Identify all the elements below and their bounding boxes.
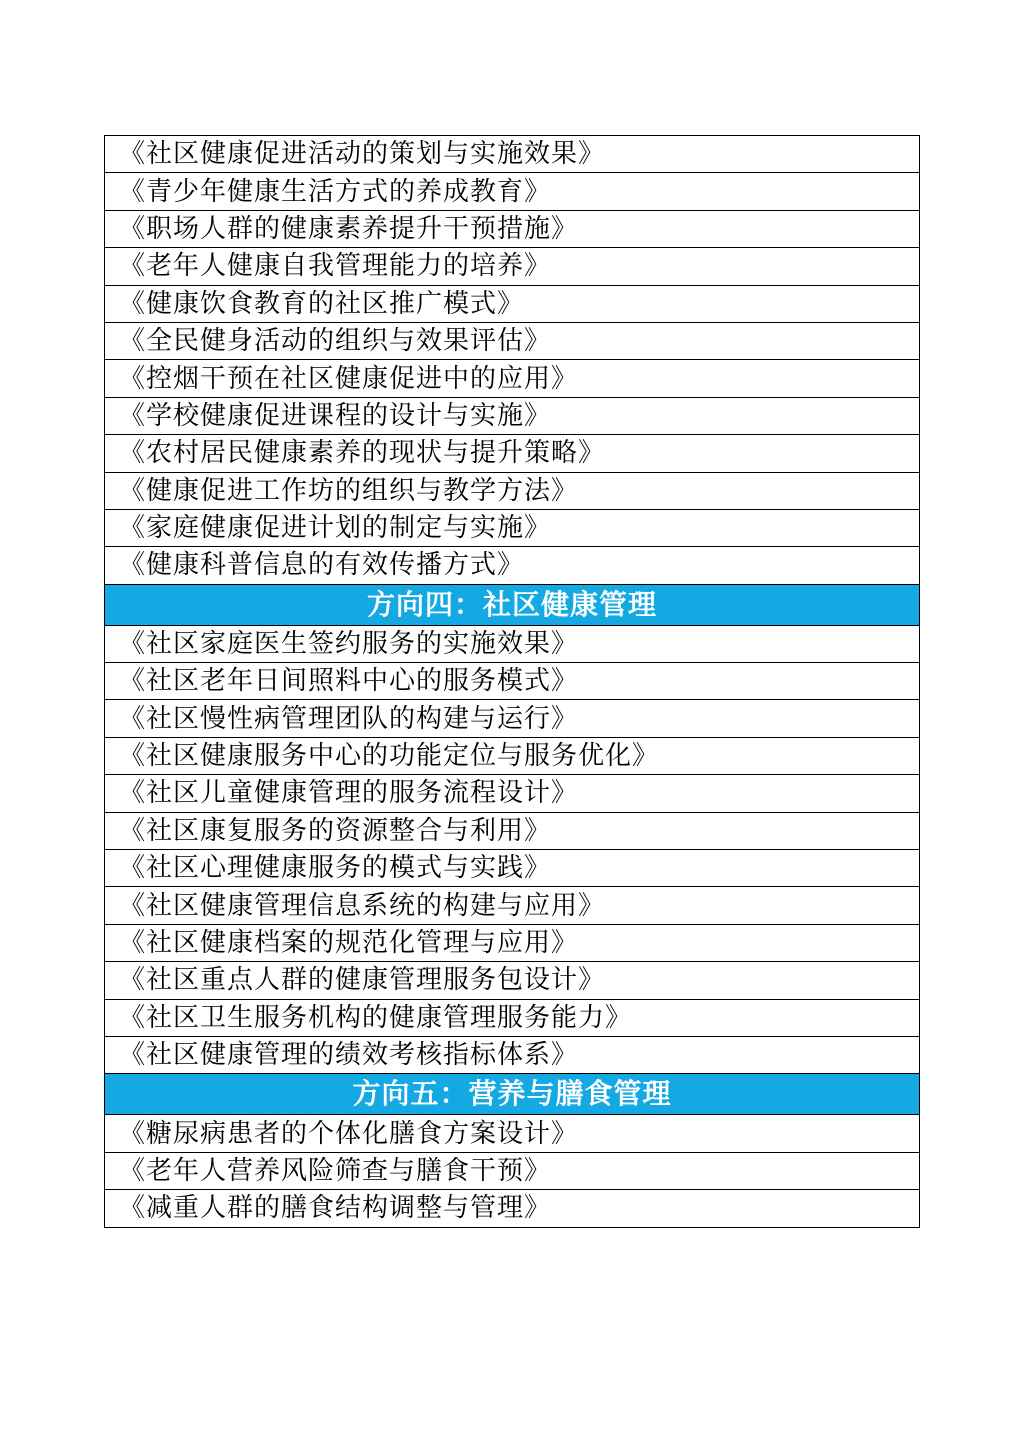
topic-title-cell: 《社区康复服务的资源整合与利用》 [105,812,920,849]
topic-title-cell: 《职场人群的健康素养提升干预措施》 [105,210,920,247]
table-row [105,360,920,397]
topic-title-cell: 《健康促进工作坊的组织与教学方法》 [105,472,920,509]
table-row [105,775,920,812]
topic-title-cell: 《全民健身活动的组织与效果评估》 [105,322,920,359]
table-row [105,1115,920,1152]
table-row [105,850,920,887]
table-row [105,663,920,700]
topic-title-cell: 《社区健康管理信息系统的构建与应用》 [105,887,920,924]
table-row [105,1036,920,1073]
topic-title-cell: 《社区卫生服务机构的健康管理服务能力》 [105,999,920,1036]
topic-table-body [105,136,920,1228]
table-row [105,700,920,737]
topic-title-cell: 《健康科普信息的有效传播方式》 [105,547,920,584]
topic-title-cell: 《社区老年日间照料中心的服务模式》 [105,663,920,700]
table-row [105,509,920,546]
table-row [105,397,920,434]
topic-title-cell: 《社区健康促进活动的策划与实施效果》 [105,136,920,173]
table-row [105,210,920,247]
table-row [105,1152,920,1189]
topic-title-cell: 《社区重点人群的健康管理服务包设计》 [105,962,920,999]
table-row [105,999,920,1036]
topic-title-cell: 《社区健康服务中心的功能定位与服务优化》 [105,737,920,774]
topic-title-cell: 《社区儿童健康管理的服务流程设计》 [105,775,920,812]
topic-title-cell: 《青少年健康生活方式的养成教育》 [105,173,920,210]
topic-title-cell: 《家庭健康促进计划的制定与实施》 [105,509,920,546]
section-header-row [105,1074,920,1115]
section-header-row [105,584,920,625]
table-row [105,435,920,472]
topic-title-cell: 《老年人营养风险筛查与膳食干预》 [105,1152,920,1189]
table-row [105,924,920,961]
table-row [105,472,920,509]
topic-title-cell: 《糖尿病患者的个体化膳食方案设计》 [105,1115,920,1152]
table-row [105,173,920,210]
topic-title-cell: 《社区慢性病管理团队的构建与运行》 [105,700,920,737]
topic-title-cell: 《农村居民健康素养的现状与提升策略》 [105,435,920,472]
table-row [105,737,920,774]
section-heading: 方向五：营养与膳食管理 [105,1074,920,1115]
topic-title-cell: 《健康饮食教育的社区推广模式》 [105,285,920,322]
topic-title-cell: 《学校健康促进课程的设计与实施》 [105,397,920,434]
table-row [105,547,920,584]
table-row [105,962,920,999]
table-row [105,1190,920,1227]
topic-title-cell: 《老年人健康自我管理能力的培养》 [105,248,920,285]
topic-title-cell: 《社区健康档案的规范化管理与应用》 [105,924,920,961]
topic-title-cell: 《社区心理健康服务的模式与实践》 [105,850,920,887]
table-row [105,248,920,285]
topic-title-cell: 《社区家庭医生签约服务的实施效果》 [105,625,920,662]
topic-title-cell: 《控烟干预在社区健康促进中的应用》 [105,360,920,397]
topic-table [104,135,920,1228]
table-row [105,625,920,662]
topic-title-cell: 《社区健康管理的绩效考核指标体系》 [105,1036,920,1073]
table-row [105,136,920,173]
section-heading: 方向四：社区健康管理 [105,584,920,625]
table-row [105,812,920,849]
table-row [105,285,920,322]
table-row [105,322,920,359]
topic-title-cell: 《减重人群的膳食结构调整与管理》 [105,1190,920,1227]
table-row [105,887,920,924]
